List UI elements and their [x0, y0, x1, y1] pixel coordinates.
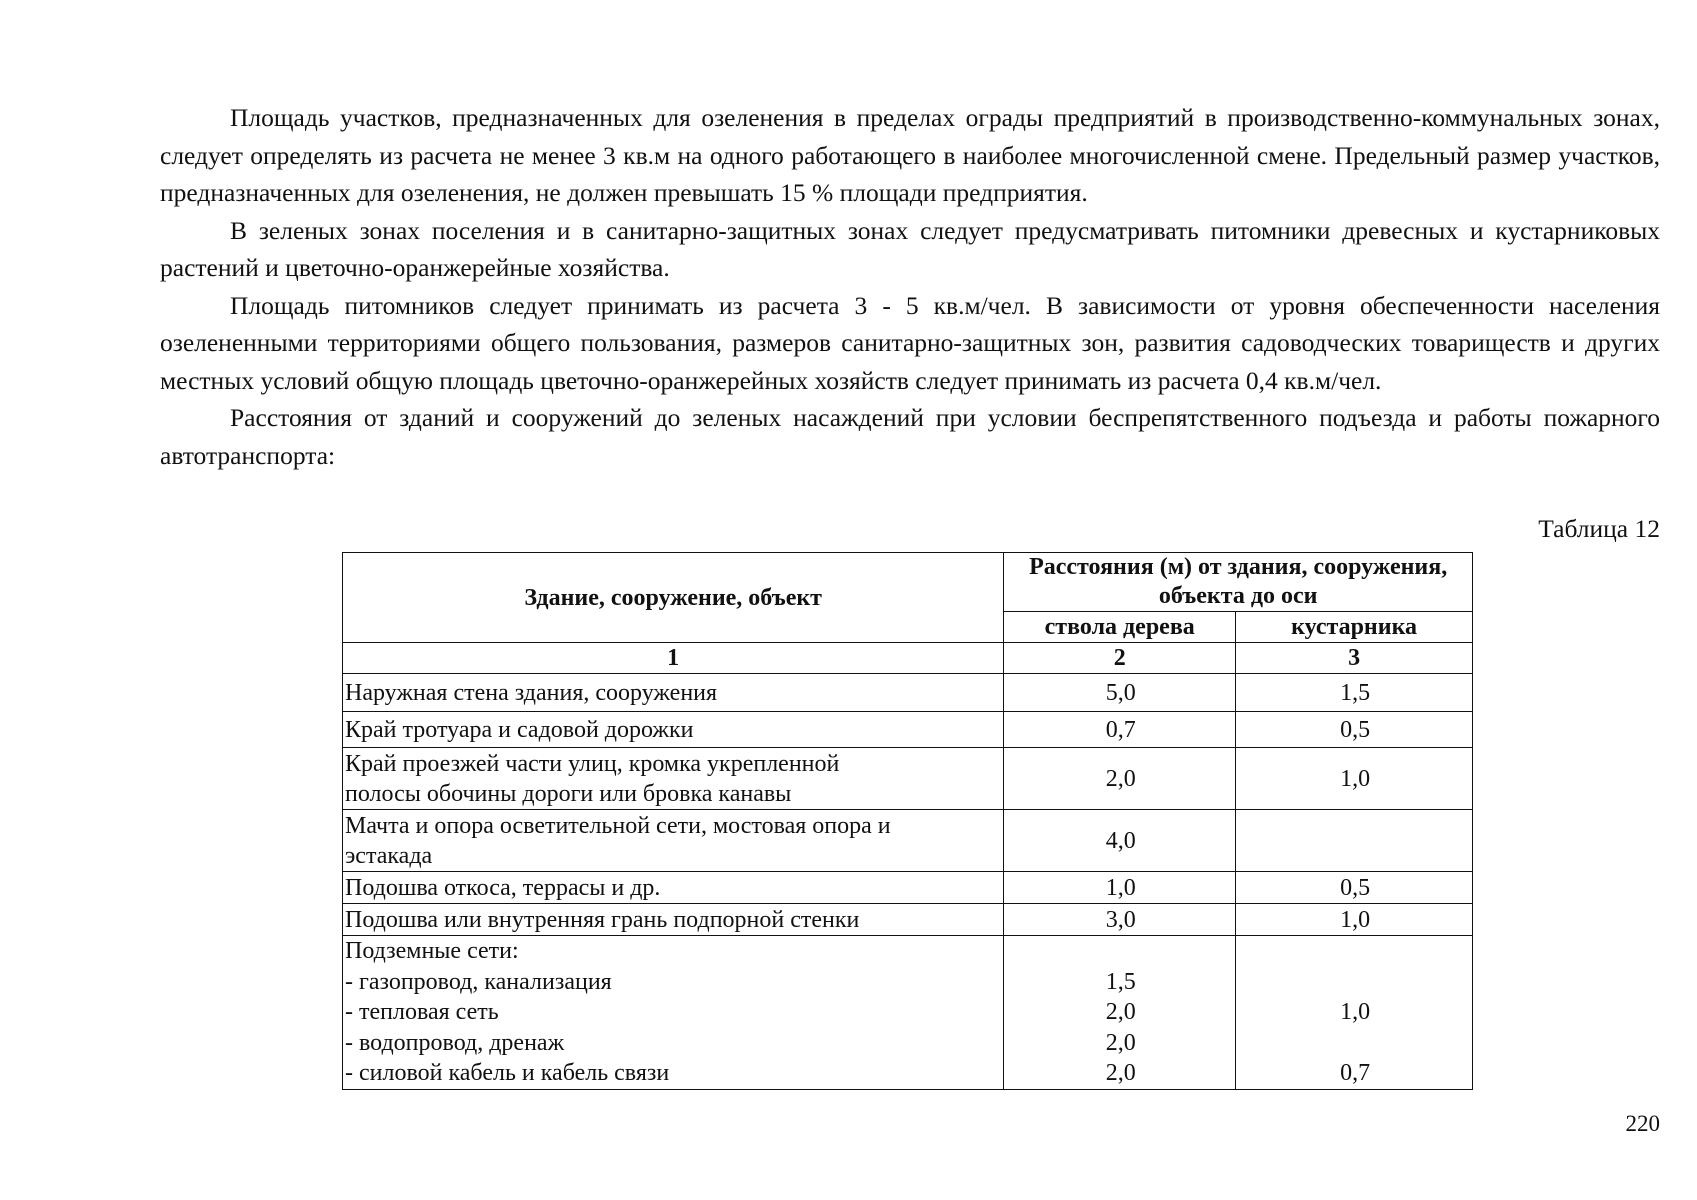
column-number: 2: [1004, 643, 1236, 674]
shrub-distance-cell: 1,0: [1236, 904, 1473, 936]
object-cell: Подошва откоса, террасы и др.: [343, 872, 1004, 904]
table-header-row: [343, 553, 1473, 612]
table-caption: Таблица 12: [1538, 514, 1660, 543]
trunk-distance-cell: [1004, 936, 1236, 1090]
object-line: полосы обочины дороги или бровка канавы: [345, 780, 792, 807]
paragraph-greening-area: Площадь участков, предназначенных для озеленения в пределах ограды предприятий в производственно-коммунальных зонах, следует определять из расчета не менее 3 кв.м на одного работающего в наиболее многочисленной смене. Предельный размер участков, предназначенных для озеленения, не должен превышать 15 % площади предприятия.: [160, 103, 1660, 207]
table-row-underground: [343, 936, 1473, 1090]
column-number-row: [343, 643, 1473, 674]
shrub-distance-cell: 1,0: [1236, 748, 1473, 810]
page-number: 220: [1625, 1111, 1660, 1136]
underground-item: - силовой кабель и кабель связи: [345, 1060, 670, 1086]
column-number: 3: [1236, 643, 1473, 674]
underground-trunk-value: 2,0: [1105, 1060, 1136, 1086]
underground-trunk-value: 2,0: [1105, 1029, 1136, 1056]
trunk-distance-cell: 4,0: [1004, 810, 1236, 872]
paragraph-green-zones: В зеленых зонах поселения и в санитарно-защитных зонах следует предусматривать питомники древесных и кустарниковых растений и цветочно-оранжерейные хозяйства.: [160, 215, 1660, 282]
trunk-distance-cell: 5,0: [1004, 674, 1236, 712]
shrub-distance-cell: 0,5: [1236, 712, 1473, 748]
object-line: Край проезжей части улиц, кромка укрепленной: [345, 750, 840, 777]
trunk-distance-cell: 1,0: [1004, 872, 1236, 904]
table-row: [343, 748, 1473, 810]
object-line: Мачта и опора осветительной сети, мостовая опора и: [345, 812, 891, 839]
underground-item: - водопровод, дренаж: [345, 1029, 565, 1056]
object-cell: [343, 810, 1004, 872]
shrub-distance-cell: 1,5: [1236, 674, 1473, 712]
header-shrub: кустарника: [1236, 612, 1473, 643]
column-number: 1: [343, 643, 1004, 674]
table-row: [343, 674, 1473, 712]
header-trunk: ствола дерева: [1004, 612, 1236, 643]
paragraph-distances-intro: Расстояния от зданий и сооружений до зеленых насаждений при условии беспрепятственного подъезда и работы пожарного автотранспорта:: [160, 403, 1660, 470]
trunk-distance-cell: 0,7: [1004, 712, 1236, 748]
underground-item: - газопровод, канализация: [345, 968, 612, 995]
paragraph-nursery-area: Площадь питомников следует принимать из расчета 3 - 5 кв.м/чел. В зависимости от уровня обеспеченности населения озелененными территориями общего пользования, размеров санитарно-защитных зон, развития садоводческих товариществ и других местных условий общую площадь цветочно-оранжерейных хозяйств следует принимать из расчета 0,4 кв.м/чел.: [160, 290, 1660, 395]
object-cell: Подошва или внутренняя грань подпорной стенки: [343, 904, 1004, 936]
header-distance: Расстояния (м) от здания, сооружения, объекта до оси: [1004, 553, 1473, 612]
object-cell: Наружная стена здания, сооружения: [343, 674, 1004, 712]
trunk-distance-cell: 2,0: [1004, 748, 1236, 810]
underground-shrub-value: 0,7: [1340, 1060, 1371, 1086]
shrub-distance-cell: [1236, 810, 1473, 872]
object-cell: [343, 748, 1004, 810]
object-cell: Край тротуара и садовой дорожки: [343, 712, 1004, 748]
object-cell: [343, 936, 1004, 1090]
underground-shrub-value: 1,0: [1340, 999, 1371, 1025]
underground-trunk-value: 2,0: [1105, 999, 1136, 1025]
header-object: Здание, сооружение, объект: [343, 553, 1004, 643]
distance-table: [342, 552, 1473, 1090]
table-row: [343, 872, 1473, 904]
underground-shrub-value: [1238, 967, 1472, 998]
shrub-distance-cell: [1236, 936, 1473, 1090]
underground-item: - тепловая сеть: [345, 999, 499, 1025]
object-line: эстакада: [345, 842, 433, 869]
table-row: [343, 712, 1473, 748]
underground-heading: Подземные сети:: [345, 938, 519, 964]
underground-shrub-value: [1238, 1028, 1472, 1059]
shrub-distance-cell: 0,5: [1236, 872, 1473, 904]
body-text: [160, 99, 1660, 474]
table-row: [343, 810, 1473, 872]
underground-trunk-value: 1,5: [1105, 968, 1136, 995]
table-row: [343, 904, 1473, 936]
trunk-distance-cell: 3,0: [1004, 904, 1236, 936]
